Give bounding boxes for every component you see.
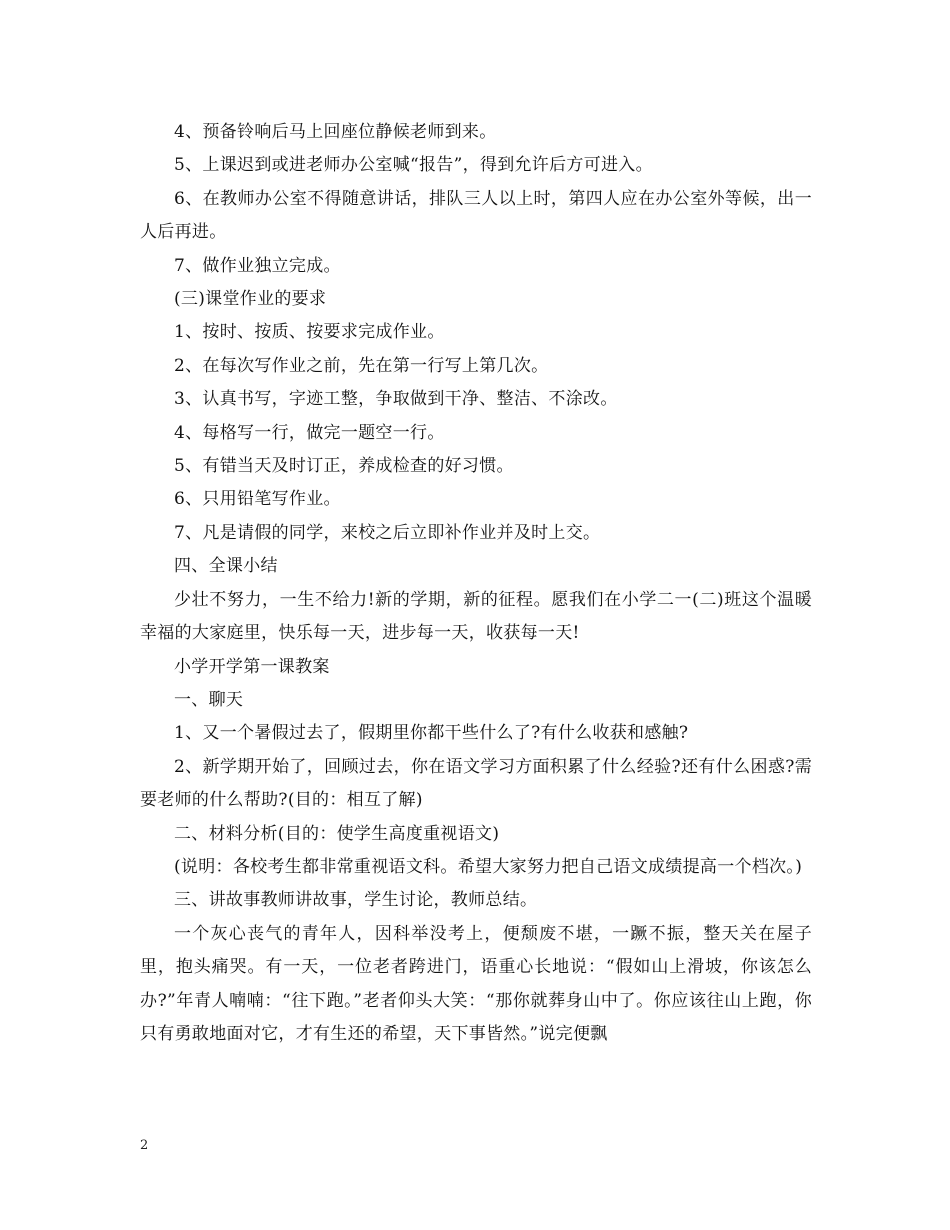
- document-body: [140, 116, 812, 1051]
- paragraph: 一个灰心丧气的青年人，因科举没考上，便颓废不堪，一蹶不振，整天关在屋子里，抱头痛哭。有一天，一位老者跨进门，语重心长地说：“假如山上滑坡，你该怎么办?”年青人喃喃：“往下跑。”老者仰头大笑：“那你就葬身山中了。你应该往山上跑，你只有勇敢地面对它，才有生还的希望，天下事皆然。”说完便飘: [140, 923, 812, 1044]
- section-heading: (三)课堂作业的要求: [174, 289, 327, 310]
- page-number: 2: [140, 1138, 149, 1153]
- paragraph: 1、又一个暑假过去了，假期里你都干些什么了?有什么收获和感触?: [174, 723, 689, 744]
- section-heading: 三、讲故事教师讲故事，学生讨论，教师总结。: [174, 890, 538, 911]
- paragraph: 2、在每次写作业之前，先在第一行写上第几次。: [174, 355, 549, 376]
- paragraph: 4、预备铃响后马上回座位静候老师到来。: [174, 122, 497, 142]
- paragraph: 6、只用铅笔写作业。: [174, 489, 341, 510]
- paragraph: 5、有错当天及时订正，养成检查的好习惯。: [174, 456, 514, 477]
- paragraph: 7、做作业独立完成。: [174, 255, 341, 276]
- paragraph: (说明：各校考生都非常重视语文科。希望大家努力把自己语文成绩提高一个档次。): [174, 856, 803, 877]
- document-title: 小学开学第一课教案: [174, 656, 330, 677]
- paragraph: 5、上课迟到或进老师办公室喊“报告”，得到允许后方可进入。: [174, 155, 653, 176]
- paragraph: 少壮不努力，一生不给力!新的学期，新的征程。愿我们在小学二一(二)班这个温暖幸福的大家庭里，快乐每一天，进步每一天，收获每一天!: [140, 589, 812, 644]
- paragraph: 6、在教师办公室不得随意讲话，排队三人以上时，第四人应在办公室外等候，出一人后再进。: [140, 188, 812, 243]
- paragraph: 2、新学期开始了，回顾过去，你在语文学习方面积累了什么经验?还有什么困惑?需要老师的什么帮助?(目的：相互了解): [140, 756, 812, 811]
- section-heading: 四、全课小结: [174, 556, 278, 577]
- section-heading: 一、聊天: [174, 689, 244, 710]
- paragraph: 4、每格写一行，做完一题空一行。: [174, 422, 445, 443]
- section-heading: 二、材料分析(目的：使学生高度重视语文): [174, 823, 500, 844]
- paragraph: 3、认真书写，字迹工整，争取做到干净、整洁、不涂改。: [174, 389, 618, 410]
- paragraph: 7、凡是请假的同学，来校之后立即补作业并及时上交。: [174, 522, 601, 543]
- paragraph: 1、按时、按质、按要求完成作业。: [174, 322, 445, 343]
